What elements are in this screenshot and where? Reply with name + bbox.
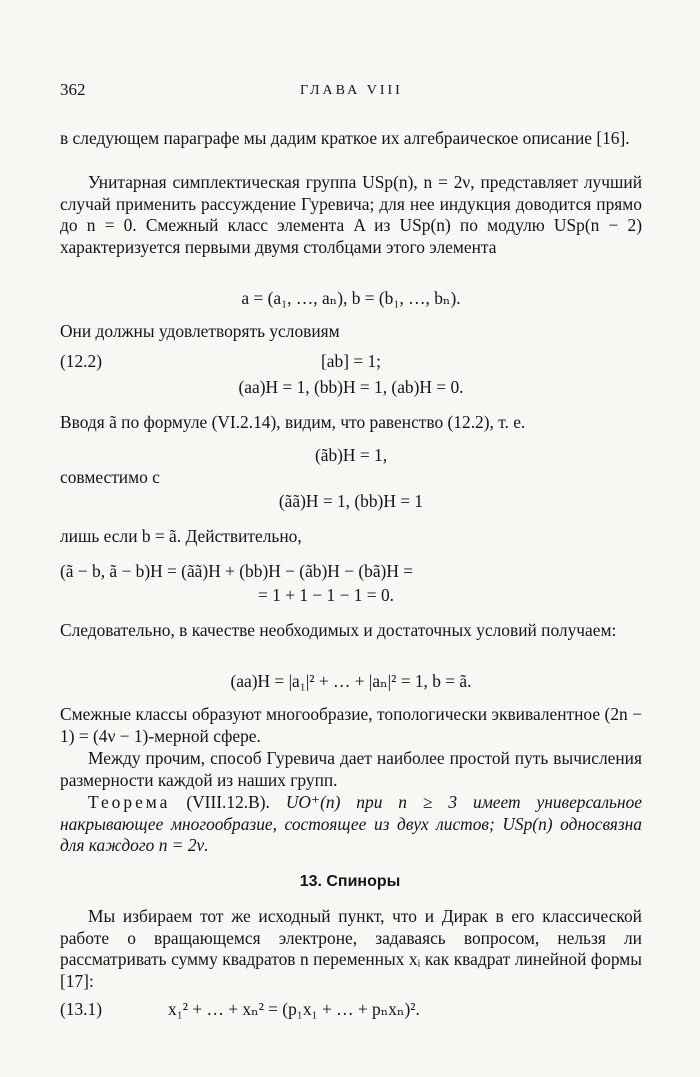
equation-ab: a = (a₁, …, aₙ), b = (b₁, …, bₙ). [241, 288, 461, 308]
equation-number-12-2: (12.2) [60, 351, 103, 371]
paragraph-4: Вводя ã по формуле (VI.2.14), видим, что равенство (12.2), т. е. [60, 412, 526, 432]
theorem-text: UO⁺(n) при n ≥ 3 имеет универсальное накрывающее многообразие, состоящее из двух листов; USp(n) односвязна для каждого n = 2ν. [60, 792, 642, 856]
equation-12-2-a: [ab] = 1; [320, 351, 382, 371]
paragraph-6: лишь если b = ã. Действительно, [60, 526, 302, 546]
equation-ta-b: (ãb)H = 1, [314, 445, 388, 465]
equation-number-13-1: (13.1) [60, 999, 103, 1019]
equation-long-1: (ã − b, ã − b)H = (ãã)H + (bb)H − (ãb)H − (bã)H = [60, 561, 414, 581]
equation-13-1: x₁² + … + xₙ² = (p₁x₁ + … + pₙxₙ)². [168, 999, 420, 1019]
paragraph-5: совместимо с [60, 467, 160, 487]
equation-long-2: = 1 + 1 − 1 − 1 = 0. [258, 585, 394, 605]
paragraph-9: Между прочим, способ Гуревича дает наиболее простой путь вычисления размерности каждой из наших групп. [60, 748, 642, 790]
theorem [60, 792, 642, 857]
theorem-label: Теорема [88, 792, 171, 812]
equation-conditions: (aa)H = |a₁|² + … + |aₙ|² = 1, b = ã. [230, 671, 472, 691]
paragraph-1: в следующем параграфе мы дадим краткое их алгебраическое описание [16]. [60, 128, 630, 148]
paragraph-7: Следовательно, в качестве необходимых и достаточных условий получаем: [60, 620, 617, 640]
paragraph-3: Они должны удовлетворять условиям [60, 321, 340, 341]
equation-compat: (ãã)H = 1, (bb)H = 1 [278, 491, 424, 511]
chapter-title: ГЛАВА VIII [300, 83, 403, 98]
section-heading: 13. Спиноры [299, 873, 401, 890]
theorem-reference: (VIII.12.B). [186, 792, 270, 812]
paragraph-2: Унитарная симплектическая группа USp(n), n = 2ν, представляет лучший случай применить рассуждение Гуревича; для нее индукция доводится прямо до n = 0. Смежный класс элемента A из USp(n) по модулю USp(n − 2) характеризуется первыми двумя столбцами этого элемента [60, 172, 642, 257]
equation-12-2-b: (aa)H = 1, (bb)H = 1, (ab)H = 0. [238, 377, 464, 397]
paragraph-8: Смежные классы образуют многообразие, топологически эквивалентное (2n − 1) = (4ν − 1)-мерной сфере. [60, 704, 642, 746]
paragraph-10: Мы избираем тот же исходный пункт, что и Дирак в его классической работе о вращающемся электроне, задаваясь вопросом, нельзя ли рассматривать сумму квадратов n переменных xᵢ как квадрат линейной формы [17]: [60, 906, 642, 991]
page-number: 362 [60, 80, 86, 99]
